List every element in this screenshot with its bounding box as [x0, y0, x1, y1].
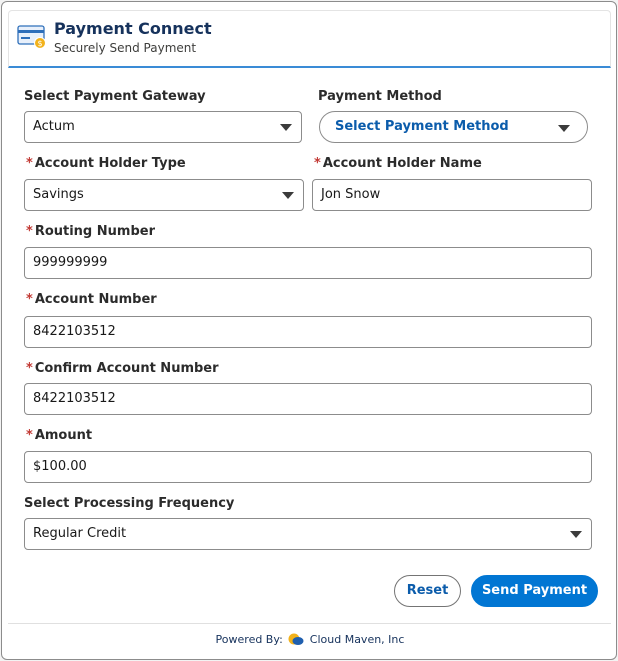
frequency-select[interactable]	[24, 518, 592, 550]
chevron-down-icon	[282, 192, 294, 199]
page-subtitle: Securely Send Payment	[54, 41, 197, 55]
payment-method-select[interactable]	[319, 111, 588, 143]
footer-brand-link[interactable]: Cloud Maven, Inc	[309, 633, 405, 646]
required-mark: *	[26, 224, 33, 239]
chevron-down-icon	[280, 124, 292, 131]
holder-type-select[interactable]	[24, 179, 304, 211]
card-header	[8, 10, 611, 68]
footer	[2, 632, 617, 646]
svg-text:$: $	[37, 39, 43, 48]
confirm-account-number-input[interactable]: 8422103512	[24, 383, 592, 415]
send-payment-button[interactable]: Send Payment	[471, 575, 598, 607]
required-mark: *	[314, 156, 321, 171]
holder-type-value: Savings	[33, 187, 84, 202]
amount-input[interactable]: $100.00	[24, 451, 592, 483]
frequency-label: Select Processing Frequency	[24, 496, 235, 511]
routing-number-input[interactable]: 999999999	[24, 247, 592, 279]
holder-name-input[interactable]: Jon Snow	[312, 179, 592, 211]
payment-method-label: Payment Method	[318, 89, 442, 104]
chevron-down-icon	[558, 125, 570, 132]
account-label: * Account Number	[26, 292, 157, 307]
amount-label: * Amount	[26, 428, 93, 443]
required-mark: *	[26, 292, 33, 307]
routing-label: * Routing Number	[26, 224, 155, 239]
reset-button[interactable]: Reset	[394, 575, 461, 607]
gateway-select[interactable]	[24, 111, 302, 143]
payment-method-value: Select Payment Method	[335, 119, 509, 134]
footer-prefix: Powered By:	[215, 633, 283, 646]
payment-card	[1, 1, 617, 660]
confirm-account-label: * Confirm Account Number	[26, 361, 219, 376]
required-mark: *	[26, 428, 33, 443]
page-title: Payment Connect	[54, 19, 212, 38]
footer-divider	[8, 623, 611, 624]
chevron-down-icon	[570, 531, 582, 538]
credit-card-icon	[17, 24, 47, 50]
gateway-label: Select Payment Gateway	[24, 89, 206, 104]
holder-name-label: * Account Holder Name	[314, 156, 482, 171]
cloud-maven-logo-icon	[288, 632, 304, 646]
required-mark: *	[26, 156, 33, 171]
required-mark: *	[26, 361, 33, 376]
frequency-value: Regular Credit	[33, 526, 127, 541]
holder-type-label: * Account Holder Type	[26, 156, 186, 171]
account-number-input[interactable]: 8422103512	[24, 316, 592, 348]
gateway-value: Actum	[33, 119, 75, 134]
